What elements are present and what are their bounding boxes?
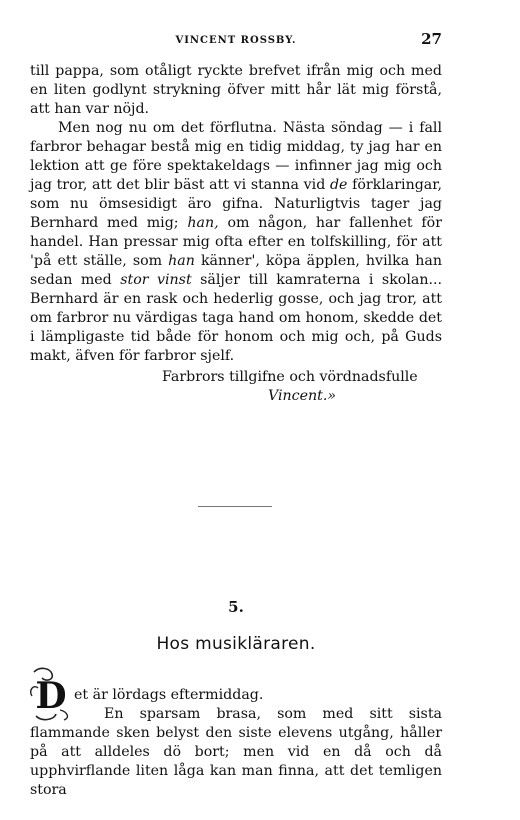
- emphasis-han: han,: [187, 215, 219, 231]
- dropcap-letter: D: [35, 675, 67, 717]
- running-head: [30, 30, 442, 50]
- text-run: Men nog nu om det förflutna. Nästa söndag — i fall farbror behagar bestå mig en tidig middag, ty jag har en lektion att ge före spektakeldags — infinner jag mig och jag tror, att det blir bäst att vi stanna vid: [30, 120, 442, 193]
- text-run: förklaringar, som nu ömsesidigt äro gifna. Naturligtvis tager jag Bernhard med mig;: [30, 177, 442, 231]
- chapter-number: 5.: [228, 598, 244, 616]
- page-number: 27: [421, 30, 442, 48]
- chapter-paragraph-2: En sparsam brasa, som med sitt sista flammande sken belyst den siste elevens utgång, håller på att alldeles dö bort; men vid en då och då upphvirflande liten låga kan man finna, att det temligen stora: [30, 706, 442, 798]
- text-run: säljer till kamraterna i skolan... Bernhard är en rask och hederlig gosse, och jag tror, att om farbror nu värdigas taga hand om honom, skedde det i lämpligaste tid både för honom och mig och, på Guds makt, äfven för farbror sjelf.: [30, 272, 442, 364]
- book-page: [30, 30, 442, 810]
- emphasis-de: de: [329, 177, 348, 193]
- ornamental-dropcap-icon: [30, 666, 72, 722]
- letter-paragraph-1: till pappa, som otåligt ryckte brefvet ifrån mig och med en liten godlynt strykning öfver mitt hår lät mig förstå, att han var nöjd.: [30, 63, 442, 117]
- chapter-first-line: et är lördags eftermiddag.: [74, 687, 264, 703]
- letter-paragraph-2: [30, 119, 442, 366]
- salutation: Farbrors tillgifne och vördnadsfulle: [162, 369, 418, 385]
- running-title: VINCENT ROSSBY.: [175, 35, 297, 46]
- letter-closing: [30, 368, 442, 406]
- letter-body: [30, 62, 442, 366]
- text-run: känner', köpa äpplen, hvilka han sedan med: [30, 253, 442, 288]
- emphasis-stor-vinst: stor vinst: [120, 272, 192, 288]
- text-run: om någon, har fallenhet för handel. Han pressar mig ofta efter en tolfskilling, för att 'på ett ställe, som: [30, 215, 443, 269]
- emphasis-han-2: han: [168, 253, 195, 269]
- chapter-body: [30, 672, 442, 800]
- signature: Vincent.»: [268, 388, 337, 404]
- section-divider: [198, 506, 272, 507]
- chapter-title: Hos musikläraren.: [156, 634, 316, 654]
